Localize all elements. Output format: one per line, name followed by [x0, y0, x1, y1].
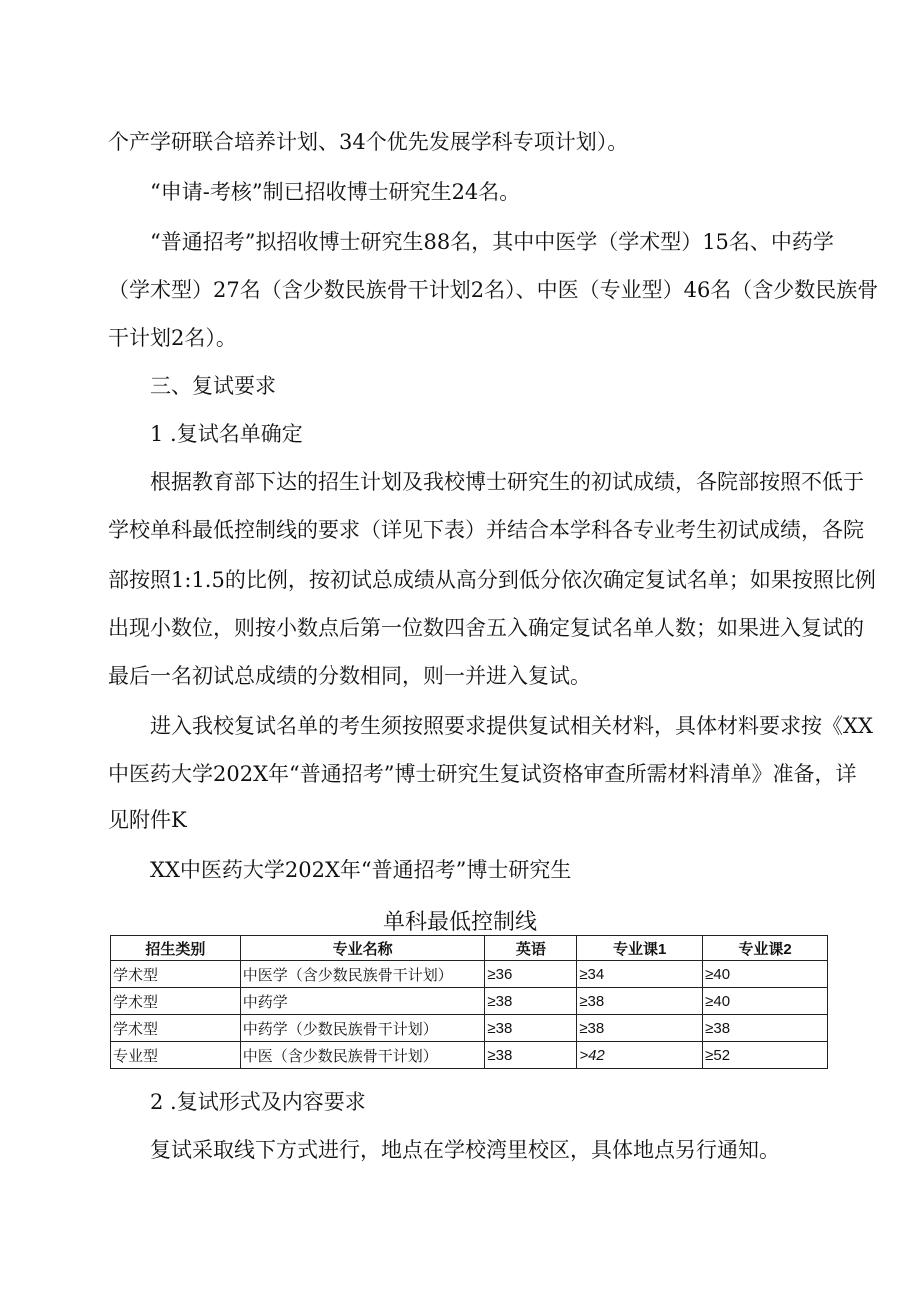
subsection-heading: 2 .复试形式及内容要求	[150, 1090, 366, 1114]
paragraph-line: 出现小数位，则按小数点后第一位数四舍五入确定复试名单人数；如果进入复试的	[108, 616, 864, 640]
cell-course1: ≥34	[577, 961, 703, 988]
cell-english: ≥38	[485, 1015, 577, 1042]
cell-major: 中医学（含少数民族骨干计划）	[240, 961, 485, 988]
paragraph-line: 中医药大学202X年“普通招考”博士研究生复试资格审查所需材料清单》准备，详	[108, 762, 857, 786]
table-title: XX中医药大学202X年“普通招考”博士研究生	[150, 858, 572, 882]
paragraph-line: 进入我校复试名单的考生须按照要求提供复试相关材料，具体材料要求按《XX	[150, 714, 873, 738]
cell-major: 中医（含少数民族骨干计划）	[240, 1042, 485, 1069]
paragraph-line: 复试采取线下方式进行，地点在学校湾里校区，具体地点另行通知。	[150, 1138, 780, 1162]
cell-course1: ≥38	[577, 1015, 703, 1042]
cell-course2: ≥40	[703, 961, 828, 988]
cell-course2: ≥52	[703, 1042, 828, 1069]
cell-course2: ≥38	[703, 1015, 828, 1042]
table-row	[111, 1042, 828, 1069]
cell-category: 学术型	[111, 1015, 241, 1042]
cell-course1: ≥38	[577, 988, 703, 1015]
table-caption: 单科最低控制线	[382, 910, 537, 935]
paragraph-line: 个产学研联合培养计划、34个优先发展学科专项计划）。	[108, 130, 629, 154]
paragraph-line: 干计划2名）。	[108, 326, 237, 350]
header-major: 专业名称	[240, 936, 485, 961]
paragraph-line: （学术型）27名（含少数民族骨干计划2名）、中医（专业型）46名（含少数民族骨	[108, 278, 879, 302]
section-heading: 三、复试要求	[150, 374, 276, 398]
cell-major: 中药学（少数民族骨干计划）	[240, 1015, 485, 1042]
table-row	[111, 1015, 828, 1042]
paragraph-line: 见附件K	[108, 808, 187, 832]
paragraph-line: “普通招考”拟招收博士研究生88名，其中中医学（学术型）15名、中药学	[150, 230, 834, 254]
header-category: 招生类别	[111, 936, 241, 961]
header-course1: 专业课1	[577, 936, 703, 961]
cell-english: ≥38	[485, 988, 577, 1015]
cell-category: 学术型	[111, 988, 241, 1015]
header-english: 英语	[485, 936, 577, 961]
cell-english: ≥36	[485, 961, 577, 988]
header-course2: 专业课2	[703, 936, 828, 961]
table-row	[111, 961, 828, 988]
paragraph-line: 部按照1:1.5的比例，按初试总成绩从高分到低分依次确定复试名单；如果按照比例	[108, 568, 876, 592]
cell-category: 专业型	[111, 1042, 241, 1069]
cell-category: 学术型	[111, 961, 241, 988]
cell-course2: ≥40	[703, 988, 828, 1015]
table-row	[111, 988, 828, 1015]
paragraph-line: 最后一名初试总成绩的分数相同，则一并进入复试。	[108, 664, 591, 688]
cell-english: ≥38	[485, 1042, 577, 1069]
score-table	[110, 935, 828, 1069]
subsection-heading: 1 .复试名单确定	[150, 422, 303, 446]
cell-course1: >42	[577, 1042, 703, 1069]
cell-major: 中药学	[240, 988, 485, 1015]
paragraph-line: 学校单科最低控制线的要求（详见下表）并结合本学科各专业考生初试成绩，各院	[108, 518, 864, 542]
paragraph-line: 根据教育部下达的招生计划及我校博士研究生的初试成绩，各院部按照不低于	[150, 470, 864, 494]
paragraph-line: “申请-考核”制已招收博士研究生24名。	[150, 180, 521, 204]
table-header-row	[111, 936, 828, 961]
